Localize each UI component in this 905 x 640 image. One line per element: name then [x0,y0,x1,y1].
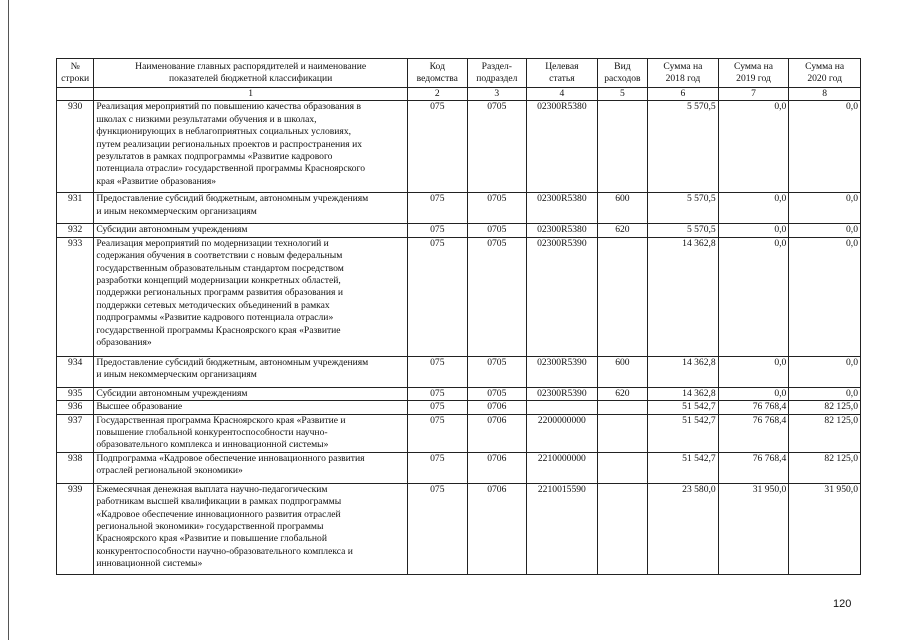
row-dept-code: 075 [408,237,468,356]
column-number: 1 [94,88,408,101]
table-row [57,414,861,452]
row-target-item: 02300R5380 [527,101,598,193]
row-sum-2019: 31 950,0 [718,483,789,574]
row-section: 0705 [467,387,527,400]
row-name: Реализация мероприятий по повышению качества образования в школах с низкими результатами обучения и в школах, функционирующих в неблагоприятных социальных условиях, путем реализации региональных проектов и распространения их результатов в рамках подпрограммы «Развитие кадрового потенциала отрасли» государственной программы Красноярского края «Развитие образования» [94,101,408,193]
row-sum-2020: 82 125,0 [789,452,861,483]
row-sum-2020: 31 950,0 [789,483,861,574]
table-row [57,356,861,387]
row-sum-2020: 0,0 [789,237,861,356]
row-expense-kind [597,452,647,483]
row-sum-2018: 23 580,0 [648,483,719,574]
table-row [57,401,861,414]
row-sum-2019: 76 768,4 [718,414,789,452]
header-sum-2020: Сумма на 2020 год [789,59,861,88]
row-target-item: 02300R5390 [527,237,598,356]
row-section: 0706 [467,452,527,483]
header-sum-2018: Сумма на 2018 год [648,59,719,88]
row-dept-code: 075 [408,401,468,414]
row-name: Предоставление субсидий бюджетным, автономным учреждениям и иным некоммерческим организациям [94,193,408,224]
row-sum-2018: 14 362,8 [648,387,719,400]
row-expense-kind: 600 [597,356,647,387]
row-number: 933 [57,237,94,356]
row-expense-kind [597,401,647,414]
row-sum-2020: 0,0 [789,101,861,193]
header-section: Раздел- подраздел [467,59,527,88]
column-number: 5 [597,88,647,101]
row-sum-2020: 0,0 [789,356,861,387]
row-sum-2019: 0,0 [718,101,789,193]
row-number: 930 [57,101,94,193]
row-section: 0705 [467,356,527,387]
header-sum-2019: Сумма на 2019 год [718,59,789,88]
row-expense-kind [597,101,647,193]
row-number: 939 [57,483,94,574]
row-sum-2019: 76 768,4 [718,401,789,414]
table-row [57,387,861,400]
header-row [57,59,861,88]
row-section: 0705 [467,101,527,193]
header-expense-kind: Вид расходов [597,59,647,88]
row-sum-2019: 76 768,4 [718,452,789,483]
table-row [57,193,861,224]
row-sum-2020: 82 125,0 [789,401,861,414]
row-sum-2018: 51 542,7 [648,414,719,452]
header-row-number: № строки [57,59,94,88]
row-expense-kind: 620 [597,224,647,237]
row-name: Реализация мероприятий по модернизации технологий и содержания обучения в соответствии с новым федеральным государственным образовательным стандартом посредством разработки концепций модернизации конкретных областей, поддержки региональных программ развития образования и поддержки сетевых методических объединений в рамках подпрограммы «Развитие кадрового потенциала отрасли» государственной программы Красноярского края «Развитие образования» [94,237,408,356]
row-number: 938 [57,452,94,483]
page-number: 120 [833,598,852,610]
row-target-item [527,401,598,414]
row-number: 932 [57,224,94,237]
budget-table [56,58,861,575]
row-sum-2020: 82 125,0 [789,414,861,452]
row-section: 0706 [467,401,527,414]
row-expense-kind [597,237,647,356]
row-section: 0705 [467,237,527,356]
table-row [57,452,861,483]
row-number: 935 [57,387,94,400]
column-number: 4 [527,88,598,101]
row-target-item: 02300R5390 [527,356,598,387]
row-dept-code: 075 [408,483,468,574]
row-section: 0705 [467,193,527,224]
row-name: Субсидии автономным учреждениям [94,387,408,400]
row-sum-2019: 0,0 [718,193,789,224]
row-number: 936 [57,401,94,414]
row-target-item: 2210015590 [527,483,598,574]
row-sum-2019: 0,0 [718,224,789,237]
row-sum-2018: 51 542,7 [648,401,719,414]
row-dept-code: 075 [408,101,468,193]
column-number [57,88,94,101]
column-number: 2 [408,88,468,101]
header-name: Наименование главных распорядителей и наименование показателей бюджетной классификации [94,59,408,88]
row-target-item: 2210000000 [527,452,598,483]
row-number: 937 [57,414,94,452]
column-number: 6 [648,88,719,101]
column-number: 7 [718,88,789,101]
row-sum-2020: 0,0 [789,387,861,400]
row-expense-kind: 600 [597,193,647,224]
column-number: 3 [467,88,527,101]
row-sum-2018: 5 570,5 [648,101,719,193]
row-sum-2019: 0,0 [718,387,789,400]
row-name: Высшее образование [94,401,408,414]
page-edge-line [8,0,9,640]
row-section: 0705 [467,224,527,237]
row-name: Ежемесячная денежная выплата научно-педагогическим работникам высшей квалификации в рамках подпрограммы «Кадровое обеспечение инновационного развития отраслей региональной экономики» государственной программы Красноярского края «Развитие и повышение глобальной конкурентоспособности научно-образовательного комплекса и инновационной системы» [94,483,408,574]
header-dept-code: Код ведомства [408,59,468,88]
row-expense-kind [597,483,647,574]
table-row [57,237,861,356]
row-name: Государственная программа Красноярского края «Развитие и повышение глобальной конкурентоспособности научно- образовательного комплекса и инновационной системы» [94,414,408,452]
row-section: 0706 [467,483,527,574]
column-number-row [57,88,861,101]
row-dept-code: 075 [408,224,468,237]
row-dept-code: 075 [408,193,468,224]
table-row [57,483,861,574]
row-expense-kind [597,414,647,452]
row-dept-code: 075 [408,387,468,400]
header-target-item: Целевая статья [527,59,598,88]
row-name: Предоставление субсидий бюджетным, автономным учреждениям и иным некоммерческим организациям [94,356,408,387]
row-sum-2018: 14 362,8 [648,356,719,387]
row-sum-2020: 0,0 [789,193,861,224]
row-name: Подпрограмма «Кадровое обеспечение инновационного развития отраслей региональной экономики» [94,452,408,483]
row-sum-2020: 0,0 [789,224,861,237]
table-row [57,101,861,193]
row-dept-code: 075 [408,452,468,483]
row-expense-kind: 620 [597,387,647,400]
row-sum-2019: 0,0 [718,356,789,387]
row-sum-2018: 14 362,8 [648,237,719,356]
row-number: 934 [57,356,94,387]
row-number: 931 [57,193,94,224]
row-sum-2018: 51 542,7 [648,452,719,483]
row-target-item: 02300R5380 [527,224,598,237]
row-target-item: 2200000000 [527,414,598,452]
row-section: 0706 [467,414,527,452]
row-dept-code: 075 [408,356,468,387]
table-row [57,224,861,237]
row-dept-code: 075 [408,414,468,452]
row-target-item: 02300R5390 [527,387,598,400]
row-name: Субсидии автономным учреждениям [94,224,408,237]
row-target-item: 02300R5380 [527,193,598,224]
row-sum-2018: 5 570,5 [648,193,719,224]
column-number: 8 [789,88,861,101]
row-sum-2019: 0,0 [718,237,789,356]
row-sum-2018: 5 570,5 [648,224,719,237]
